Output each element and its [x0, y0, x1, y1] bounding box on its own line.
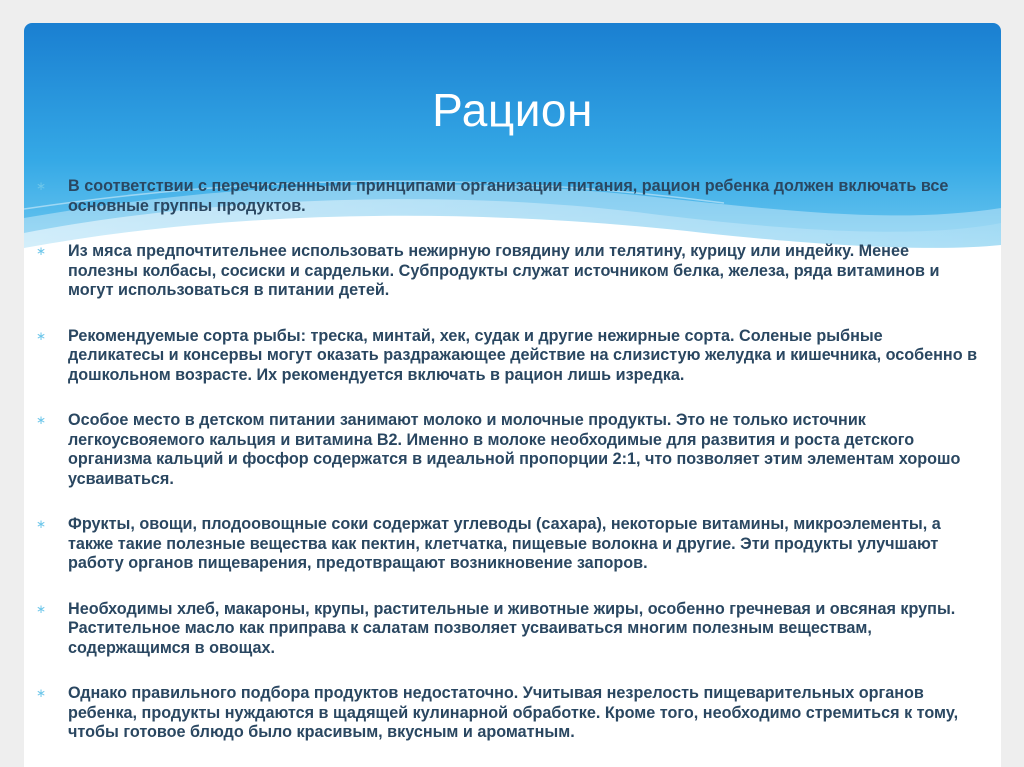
bullet-marker-icon: ∗ [36, 244, 47, 258]
list-item [36, 684, 978, 743]
bullet-text: Особое место в детском питании занимают молоко и молочные продукты. Это не только источник легкоусвояемого кальция и витамина В2. Именно в молоке необходимые для развития и роста детского организма кальций и фосфор содержатся в идеальной пропорции 2:1, что позволяет этим элементам хорошо усваиваться. [68, 411, 961, 488]
bullet-marker-icon: ∗ [36, 686, 47, 700]
bullet-text: Необходимы хлеб, макароны, крупы, растительные и животные жиры, особенно гречневая и овсяная крупы. Растительное масло как приправа к салатам позволяет усваиваться многим полезным веществам, содержащимся в овощах. [68, 599, 956, 657]
list-item [36, 411, 978, 489]
bullet-marker-icon: ∗ [36, 517, 47, 531]
list-item [36, 326, 978, 386]
bullet-marker-icon: ∗ [36, 413, 47, 427]
list-item [36, 242, 978, 301]
bullet-text: В соответствии с перечисленными принципами организации питания, рацион ребенка должен включать все основные группы продуктов. [68, 177, 949, 215]
bullet-text: Однако правильного подбора продуктов недостаточно. Учитывая незрелость пищеварительных органов ребенка, продукты нуждаются в щадящей кулинарной обработке. Кроме того, необходимо стремиться к тому, чтобы готовое блюдо было красивым, вкусным и ароматным. [68, 684, 959, 741]
bullet-text: Фрукты, овощи, плодоовощные соки содержат углеводы (сахара), некоторые витамины, микроэлементы, а также такие полезные вещества как пектин, клетчатка, пищевые волокна и другие. Эти продукты улучшают работу органов пищеварения, предотвращают возникновение запоров. [68, 515, 941, 572]
slide-title: Рацион [432, 84, 593, 136]
list-item [36, 515, 978, 574]
list-item [36, 599, 978, 659]
bullet-marker-icon: ∗ [36, 179, 47, 193]
bullet-text: Из мяса предпочтительнее использовать нежирную говядину или телятину, курицу или индейку. Менее полезны колбасы, сосиски и сардельки. Субпродукты служат источником белка, железа, ряда витаминов и могут использоваться в питании детей. [68, 242, 940, 299]
bullet-marker-icon: ∗ [36, 601, 47, 616]
list-item [36, 177, 978, 216]
bullet-list [36, 177, 978, 767]
bullet-text: Рекомендуемые сорта рыбы: треска, минтай, хек, судак и другие нежирные сорта. Соленые рыбные деликатесы и консервы могут оказать раздражающее действие на слизистую желудка и кишечника, особенно в дошкольном возрасте. Их рекомендуется включать в рацион лишь изредка. [68, 326, 978, 384]
bullet-marker-icon: ∗ [36, 328, 47, 343]
slide [24, 23, 1001, 767]
